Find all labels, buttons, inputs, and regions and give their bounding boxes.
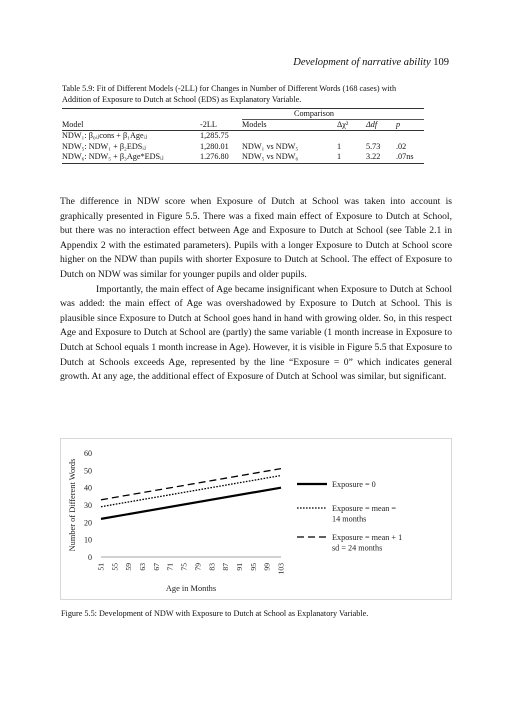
cell-model: NDW₆: NDW₅ + β₃Age*EDSᵢⱼ — [62, 152, 164, 161]
y-axis-title: Number of Different Words — [68, 458, 77, 552]
x-tick-label: 95 — [248, 563, 258, 571]
paragraph: The difference in NDW score when Exposure of Dutch at School was taken into account is graphically presented in Figure 5.5. There was a fixed main effect of Exposure to Dutch at School, but there was no interaction effect between Age and Exposure to Dutch at School (see Table 2.1 in Appendix 2 with the estimated parameters). Pupils with a longer Exposure to Dutch at School score higher on the NDW than pupils with shorter Exposure to Dutch at School. The effect of Exposure to Dutch on NDW was similar for younger pupils and older pupils. — [60, 196, 452, 280]
y-tick-label: 20 — [84, 518, 92, 528]
cell-df: 3.22 — [366, 152, 381, 161]
body-text — [60, 195, 452, 385]
cell-model: NDW₁: β₀ᵢⱼcons + β₁Ageᵢⱼ — [62, 131, 148, 140]
series-line-dashed — [101, 469, 281, 500]
x-tick-label: 87 — [221, 563, 231, 571]
x-tick-label: 63 — [138, 563, 148, 571]
running-header — [60, 57, 449, 68]
x-tick-label: 51 — [96, 563, 106, 571]
running-title: Development of narrative ability — [293, 57, 431, 68]
x-tick-label: 75 — [179, 563, 189, 571]
table-caption: Table 5.9: Fit of Different Models (-2LL) for Changes in Number of Different Words (168 cases) with Addition of Exposure to Dutch at School (EDS) as Explanatory Variable. — [62, 84, 397, 104]
series-line-dotted — [101, 476, 281, 507]
cell-p: .02 — [396, 141, 407, 151]
cell-models: NDW₁ vs NDW₅ — [242, 141, 299, 151]
x-tick-label: 67 — [151, 563, 161, 571]
header-p: p — [396, 119, 401, 129]
x-tick-label: 99 — [262, 563, 272, 571]
legend-label: Exposure = mean = 14 months — [332, 504, 397, 524]
figure-caption: Figure 5.5: Development of NDW with Exposure to Dutch at School as Explanatory Variable. — [61, 609, 369, 618]
cell-ll: 1,280.01 — [200, 141, 229, 151]
model-fit-table — [62, 83, 424, 164]
table-bottom-rule — [62, 163, 424, 164]
cell-ll: 1,285.75 — [200, 131, 229, 140]
y-tick-label: 30 — [84, 501, 92, 510]
cell-delta: 1 — [337, 141, 342, 151]
header-delta-df: Δdf — [366, 119, 378, 129]
x-tick-label: 83 — [207, 563, 217, 571]
comparison-header: Comparison — [294, 109, 335, 118]
x-tick-label: 79 — [193, 563, 203, 571]
cell-p: .07ns — [396, 152, 414, 161]
x-tick-label: 91 — [234, 563, 244, 571]
table-header-row — [62, 120, 424, 131]
x-tick-label: 55 — [110, 563, 120, 571]
legend-label: Exposure = 0 — [332, 480, 376, 489]
table-row — [62, 142, 424, 153]
ndw-line-chart — [61, 439, 451, 599]
figure-chart — [60, 438, 452, 600]
header-ll: -2LL — [200, 119, 217, 129]
cell-df: 5.73 — [366, 141, 381, 151]
legend-label: Exposure = mean + 1 sd = 24 months — [332, 533, 403, 553]
y-tick-label: 0 — [88, 553, 92, 562]
header-model: Model — [62, 119, 84, 129]
x-tick-label: 71 — [165, 563, 175, 571]
y-tick-label: 60 — [84, 449, 92, 458]
x-tick-label: 59 — [124, 563, 134, 571]
header-delta-chi: Δχ² — [337, 119, 349, 129]
table-supheader-row — [62, 109, 424, 120]
cell-delta: 1 — [337, 152, 342, 161]
header-models: Models — [242, 119, 267, 129]
cell-ll: 1.276.80 — [200, 152, 229, 161]
y-tick-label: 50 — [84, 466, 92, 476]
y-tick-label: 40 — [84, 483, 92, 493]
cell-models: NDW₅ vs NDW₆ — [242, 152, 299, 161]
y-tick-label: 10 — [84, 535, 92, 545]
series-line-solid — [101, 488, 281, 519]
cell-model: NDW₅: NDW₁ + β₂EDSᵢⱼ — [62, 141, 146, 151]
paragraph: Importantly, the main effect of Age became insignificant when Exposure to Dutch at School was added: the main effect of Age was overshadowed by Exposure to Dutch at School. This is plausible since Exposure to Dutch at School goes hand in hand with growing older. So, in this respect Age and Exposure to Dutch at School are (partly) the same variable (1 month increase in Exposure to Dutch at School equals 1 month increase in Age). However, it is visible in Figure 5.5 that Exposure to Dutch at Schools exceeds Age, represented by the line “Exposure = 0” which indicates general growth. At any age, the additional effect of Exposure of Dutch at School was similar, but significant. — [60, 283, 452, 383]
x-tick-label: 103 — [276, 563, 286, 575]
table-row — [62, 131, 424, 142]
page-number: 109 — [433, 57, 449, 68]
table-row — [62, 152, 424, 163]
x-axis-title: Age in Months — [165, 584, 217, 593]
